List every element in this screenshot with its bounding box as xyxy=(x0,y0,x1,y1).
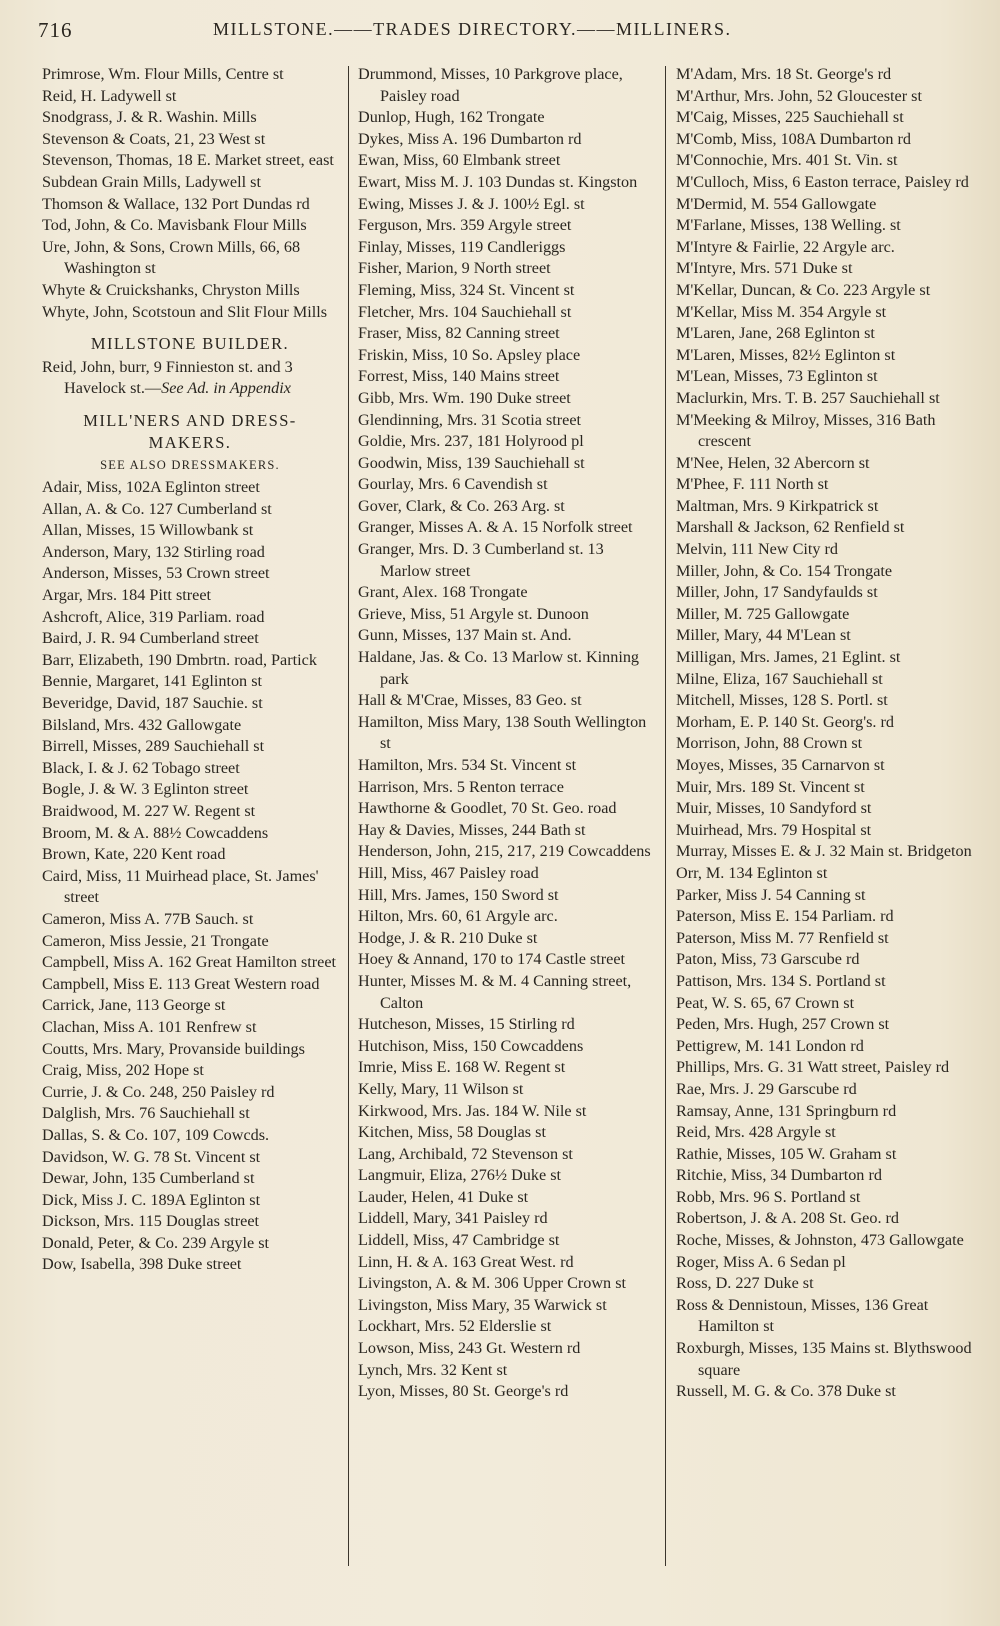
list-item: Hamilton, Mrs. 534 St. Vincent st xyxy=(358,756,577,774)
list-item: Hall & M'Crae, Misses, 83 Geo. st xyxy=(358,691,582,710)
list-item: Fletcher, Mrs. 104 Sauchiehall st xyxy=(358,302,572,321)
list-item: Gourlay, Mrs. 6 Cavendish st xyxy=(358,475,548,494)
list-item: Reid, H. Ladywell st xyxy=(42,86,177,105)
list-item: Ramsay, Anne, 131 Springburn rd xyxy=(676,1101,897,1120)
list-item: Pattison, Mrs. 134 S. Portland st xyxy=(676,971,886,990)
list-item: Fleming, Miss, 324 St. Vincent st xyxy=(358,280,575,299)
list-item: Dick, Miss J. C. 189A Eglinton st xyxy=(42,1190,261,1209)
list-item: Barr, Elizabeth, 190 Dmbrtn. road, Partick xyxy=(42,650,317,669)
list-item: M'Intyre, Mrs. 571 Duke st xyxy=(676,259,853,278)
list-item: Donald, Peter, & Co. 239 Argyle st xyxy=(42,1233,270,1252)
section-heading-millstone-builder: MILLSTONE BUILDER. xyxy=(90,334,290,354)
list-item: M'Arthur, Mrs. John, 52 Gloucester st xyxy=(676,86,922,105)
list-item: Roche, Misses, & Johnston, 473 Gallowgate xyxy=(676,1231,964,1250)
list-item: M'Caig, Misses, 225 Sauchiehall st xyxy=(676,108,904,127)
column-divider xyxy=(348,66,349,1566)
list-item: Ferguson, Mrs. 359 Argyle street xyxy=(358,216,572,235)
list-item: Livingston, A. & M. 306 Upper Crown st xyxy=(358,1274,626,1293)
list-item: Hill, Mrs. James, 150 Sword st xyxy=(358,885,559,904)
entries-milliners-a xyxy=(42,477,338,1276)
list-item: Maltman, Mrs. 9 Kirkpatrick st xyxy=(676,496,879,515)
list-item: Glendinning, Mrs. 31 Scotia street xyxy=(358,410,581,429)
list-item: Harrison, Mrs. 5 Renton terrace xyxy=(358,777,564,796)
list-item: Allan, A. & Co. 127 Cumberland st xyxy=(42,499,272,518)
list-item: Murray, Misses E. & J. 32 Main st. Bridgeton xyxy=(676,842,972,861)
list-item: Currie, J. & Co. 248, 250 Paisley rd xyxy=(42,1082,275,1101)
list-item: Morham, E. P. 140 St. Georg's. rd xyxy=(676,712,895,731)
list-item: Haldane, Jas. & Co. 13 Marlow st. Kinning park xyxy=(358,648,640,688)
list-item: Tod, John, & Co. Mavisbank Flour Mills xyxy=(42,216,307,235)
list-item: Muir, Misses, 10 Sandyford st xyxy=(676,799,872,818)
list-item: Lang, Archibald, 72 Stevenson st xyxy=(358,1144,573,1163)
list-item: Campbell, Miss E. 113 Great Western road xyxy=(42,974,320,993)
list-item: Gunn, Misses, 137 Main st. And. xyxy=(358,626,572,645)
list-item: Dewar, John, 135 Cumberland st xyxy=(42,1169,255,1188)
list-item: Hoey & Annand, 170 to 174 Castle street xyxy=(358,950,626,969)
list-item: Dickson, Mrs. 115 Douglas street xyxy=(42,1212,260,1231)
list-item: Robb, Mrs. 96 S. Portland st xyxy=(676,1187,861,1206)
running-title: MILLSTONE.——TRADES DIRECTORY.——MILLINERS. xyxy=(213,19,732,39)
list-item: Cameron, Miss A. 77B Sauch. st xyxy=(42,909,254,928)
list-item: Lockhart, Mrs. 52 Elderslie st xyxy=(358,1317,552,1336)
list-item: Rathie, Misses, 105 W. Graham st xyxy=(676,1144,897,1163)
list-item: Hodge, J. & R. 210 Duke st xyxy=(358,928,538,947)
list-item: Hilton, Mrs. 60, 61 Argyle arc. xyxy=(358,907,558,926)
list-item: Thomson & Wallace, 132 Port Dundas rd xyxy=(42,194,310,213)
list-item: Caird, Miss, 11 Muirhead place, St. James' street xyxy=(42,866,319,907)
list-item: Dallas, S. & Co. 107, 109 Cowcds. xyxy=(42,1125,270,1144)
list-item: Parker, Miss J. 54 Canning st xyxy=(676,885,866,904)
list-item: Gibb, Mrs. Wm. 190 Duke street xyxy=(358,388,571,407)
list-item: Goldie, Mrs. 237, 181 Holyrood pl xyxy=(358,432,584,451)
list-item: Miller, M. 725 Gallowgate xyxy=(676,604,850,623)
list-item: Hawthorne & Goodlet, 70 St. Geo. road xyxy=(358,799,617,818)
list-item: Hutchison, Miss, 150 Cowcaddens xyxy=(358,1036,584,1055)
page-number: 716 xyxy=(38,18,73,42)
list-item: Davidson, W. G. 78 St. Vincent st xyxy=(42,1147,261,1166)
list-item: Braidwood, M. 227 W. Regent st xyxy=(42,802,256,820)
list-item: Hill, Miss, 467 Paisley road xyxy=(358,863,539,882)
list-item: Peat, W. S. 65, 67 Crown st xyxy=(676,993,855,1012)
list-item: Reid, Mrs. 428 Argyle st xyxy=(676,1123,836,1142)
section-heading-milliners: MILL'NERS AND DRESS-MAKERS. xyxy=(83,410,297,452)
see-also-note: SEE ALSO DRESSMAKERS. xyxy=(100,458,280,473)
list-item: Morrison, John, 88 Crown st xyxy=(676,734,863,753)
list-item: Ritchie, Miss, 34 Dumbarton rd xyxy=(676,1166,882,1185)
list-item: Whyte, John, Scotstoun and Slit Flour Mills xyxy=(42,302,328,321)
list-item: Subdean Grain Mills, Ladywell st xyxy=(42,172,261,191)
list-item: Linn, H. & A. 163 Great West. rd xyxy=(358,1252,574,1271)
list-item: Pettigrew, M. 141 London rd xyxy=(676,1036,864,1055)
entries-top xyxy=(42,64,338,323)
list-item: Broom, M. & A. 88½ Cowcaddens xyxy=(42,823,269,842)
list-item: Liddell, Mary, 341 Paisley rd xyxy=(358,1209,548,1228)
list-item: Craig, Miss, 202 Hope st xyxy=(42,1061,204,1080)
appendix-reference: See Ad. in Appendix xyxy=(161,379,291,398)
list-item: Henderson, John, 215, 217, 219 Cowcaddens xyxy=(358,842,651,861)
list-item: M'Laren, Jane, 268 Eglinton st xyxy=(676,324,875,343)
list-item: Phillips, Mrs. G. 31 Watt street, Paisley rd xyxy=(676,1058,950,1077)
list-item: Lowson, Miss, 243 Gt. Western rd xyxy=(358,1339,581,1358)
list-item: M'Lean, Misses, 73 Eglinton st xyxy=(676,367,878,386)
builder-entry-text: Reid, John, burr, 9 Finnieston st. and 3 Havelock st.— xyxy=(42,357,293,398)
list-item: Coutts, Mrs. Mary, Provanside buildings xyxy=(42,1039,305,1058)
list-item: Hunter, Misses M. & M. 4 Canning street, Calton xyxy=(358,971,632,1012)
list-item: Liddell, Miss, 47 Cambridge st xyxy=(358,1231,560,1250)
list-item: Roger, Miss A. 6 Sedan pl xyxy=(676,1252,846,1271)
list-item: Miller, Mary, 44 M'Lean st xyxy=(676,626,851,645)
list-item: M'Farlane, Misses, 138 Welling. st xyxy=(676,216,901,235)
list-item: Friskin, Miss, 10 So. Apsley place xyxy=(358,345,581,364)
list-item: Melvin, 111 New City rd xyxy=(676,540,839,559)
list-item: Fisher, Marion, 9 North street xyxy=(358,259,551,278)
list-item: Stevenson & Coats, 21, 23 West st xyxy=(42,129,266,148)
list-item: Brown, Kate, 220 Kent road xyxy=(42,845,226,864)
list-item: Primrose, Wm. Flour Mills, Centre st xyxy=(42,65,284,83)
list-item: Ure, John, & Sons, Crown Mills, 66, 68 Washington st xyxy=(42,237,301,278)
column-right xyxy=(676,64,978,1403)
list-item: Granger, Mrs. D. 3 Cumberland st. 13 Marlow street xyxy=(358,540,604,580)
list-item: M'Kellar, Duncan, & Co. 223 Argyle st xyxy=(676,280,931,299)
list-item: Langmuir, Eliza, 276½ Duke st xyxy=(358,1166,561,1185)
list-item: Marshall & Jackson, 62 Renfield st xyxy=(676,518,905,537)
list-item: Birrell, Misses, 289 Sauchiehall st xyxy=(42,737,265,756)
list-item xyxy=(42,357,338,400)
list-item: M'Meeking & Milroy, Misses, 316 Bath crescent xyxy=(676,410,936,451)
list-item: M'Comb, Miss, 108A Dumbarton rd xyxy=(676,129,911,148)
list-item: Miller, John, 17 Sandyfaulds st xyxy=(676,583,878,602)
column-left xyxy=(42,64,338,1276)
list-item: M'Laren, Misses, 82½ Eglinton st xyxy=(676,345,896,364)
list-item: Dunlop, Hugh, 162 Trongate xyxy=(358,108,545,127)
list-item: Baird, J. R. 94 Cumberland street xyxy=(42,629,259,648)
list-item: Ashcroft, Alice, 319 Parliam. road xyxy=(42,607,265,626)
list-item: Goodwin, Miss, 139 Sauchiehall st xyxy=(358,453,585,472)
list-item: M'Nee, Helen, 32 Abercorn st xyxy=(676,453,870,472)
list-item: Granger, Misses A. & A. 15 Norfolk street xyxy=(358,518,633,537)
list-item: Clachan, Miss A. 101 Renfrew st xyxy=(42,1017,257,1036)
list-item: Moyes, Misses, 35 Carnarvon st xyxy=(676,756,885,774)
list-item: Anderson, Misses, 53 Crown street xyxy=(42,564,270,583)
list-item: Orr, M. 134 Eglinton st xyxy=(676,863,828,882)
list-item: Snodgrass, J. & R. Washin. Mills xyxy=(42,108,257,127)
list-item: Dykes, Miss A. 196 Dumbarton rd xyxy=(358,129,582,148)
list-item: Dow, Isabella, 398 Duke street xyxy=(42,1255,242,1274)
list-item: Argar, Mrs. 184 Pitt street xyxy=(42,586,212,605)
list-item: Kitchen, Miss, 58 Douglas st xyxy=(358,1123,546,1142)
list-item: M'Connochie, Mrs. 401 St. Vin. st xyxy=(676,151,898,170)
list-item: Dalglish, Mrs. 76 Sauchiehall st xyxy=(42,1104,250,1123)
list-item: Gover, Clark, & Co. 263 Arg. st xyxy=(358,496,565,515)
list-item: Livingston, Miss Mary, 35 Warwick st xyxy=(358,1295,607,1314)
list-item: Lynch, Mrs. 32 Kent st xyxy=(358,1360,508,1379)
list-item: Anderson, Mary, 132 Stirling road xyxy=(42,542,265,561)
list-item: Milligan, Mrs. James, 21 Eglint. st xyxy=(676,648,901,667)
list-item: Stevenson, Thomas, 18 E. Market street, east xyxy=(42,151,334,170)
list-item: Drummond, Misses, 10 Parkgrove place, Paisley road xyxy=(358,65,623,105)
list-item: Muirhead, Mrs. 79 Hospital st xyxy=(676,820,872,839)
list-item: Milne, Eliza, 167 Sauchiehall st xyxy=(676,669,883,688)
list-item: Mitchell, Misses, 128 S. Portl. st xyxy=(676,691,888,710)
list-item: M'Dermid, M. 554 Gallowgate xyxy=(676,194,877,213)
list-item: Miller, John, & Co. 154 Trongate xyxy=(676,561,893,580)
list-item: Allan, Misses, 15 Willowbank st xyxy=(42,521,254,540)
list-item: Russell, M. G. & Co. 378 Duke st xyxy=(676,1382,896,1401)
list-item: Ewan, Miss, 60 Elmbank street xyxy=(358,151,561,170)
list-item: Bennie, Margaret, 141 Eglinton st xyxy=(42,672,262,691)
list-item: Ross, D. 227 Duke st xyxy=(676,1274,814,1293)
list-item: Cameron, Miss Jessie, 21 Trongate xyxy=(42,931,269,950)
list-item: Kelly, Mary, 11 Wilson st xyxy=(358,1079,524,1098)
list-item: Campbell, Miss A. 162 Great Hamilton street xyxy=(42,953,337,972)
list-item: Fraser, Miss, 82 Canning street xyxy=(358,324,560,343)
list-item: Hay & Davies, Misses, 244 Bath st xyxy=(358,820,586,839)
list-item: M'Adam, Mrs. 18 St. George's rd xyxy=(676,65,892,83)
list-item: Ewing, Misses J. & J. 100½ Egl. st xyxy=(358,194,585,213)
list-item: Black, I. & J. 62 Tobago street xyxy=(42,758,240,777)
list-item: Grant, Alex. 168 Trongate xyxy=(358,583,528,602)
list-item: Hamilton, Miss Mary, 138 South Wellington st xyxy=(358,712,647,753)
list-item: Paterson, Miss M. 77 Renfield st xyxy=(676,928,889,947)
list-item: Finlay, Misses, 119 Candleriggs xyxy=(358,237,566,256)
list-item: Rae, Mrs. J. 29 Garscube rd xyxy=(676,1079,857,1098)
list-item: Ewart, Miss M. J. 103 Dundas st. Kingston xyxy=(358,172,638,191)
list-item: Bilsland, Mrs. 432 Gallowgate xyxy=(42,715,242,734)
list-item: Paton, Miss, 73 Garscube rd xyxy=(676,950,860,969)
list-item: Beveridge, David, 187 Sauchie. st xyxy=(42,694,263,713)
list-item: M'Phee, F. 111 North st xyxy=(676,475,829,494)
column-middle xyxy=(358,64,658,1403)
list-item: Maclurkin, Mrs. T. B. 257 Sauchiehall st xyxy=(676,388,940,407)
list-item: Hutcheson, Misses, 15 Stirling rd xyxy=(358,1015,575,1034)
list-item: Kirkwood, Mrs. Jas. 184 W. Nile st xyxy=(358,1101,587,1120)
list-item: M'Kellar, Miss M. 354 Argyle st xyxy=(676,302,887,321)
list-item: Muir, Mrs. 189 St. Vincent st xyxy=(676,777,865,796)
list-item: Ross & Dennistoun, Misses, 136 Great Hamilton st xyxy=(676,1295,929,1336)
list-item: Roxburgh, Misses, 135 Mains st. Blythswood square xyxy=(676,1339,972,1379)
page-header xyxy=(38,18,968,50)
list-item: Adair, Miss, 102A Eglinton street xyxy=(42,478,260,497)
list-item: M'Culloch, Miss, 6 Easton terrace, Paisley rd xyxy=(676,172,969,191)
list-item: Robertson, J. & A. 208 St. Geo. rd xyxy=(676,1209,900,1228)
list-item: Peden, Mrs. Hugh, 257 Crown st xyxy=(676,1015,890,1034)
list-item: Lyon, Misses, 80 St. George's rd xyxy=(358,1382,569,1401)
list-item: Carrick, Jane, 113 George st xyxy=(42,996,226,1015)
list-item: Bogle, J. & W. 3 Eglinton street xyxy=(42,780,249,799)
list-item: Grieve, Miss, 51 Argyle st. Dunoon xyxy=(358,604,589,623)
list-item: M'Intyre & Fairlie, 22 Argyle arc. xyxy=(676,237,895,256)
list-item: Paterson, Miss E. 154 Parliam. rd xyxy=(676,907,894,926)
list-item: Forrest, Miss, 140 Mains street xyxy=(358,367,560,386)
list-item: Whyte & Cruickshanks, Chryston Mills xyxy=(42,280,300,299)
list-item: Lauder, Helen, 41 Duke st xyxy=(358,1187,529,1206)
list-item: Imrie, Miss E. 168 W. Regent st xyxy=(358,1058,566,1077)
column-divider xyxy=(665,66,666,1566)
